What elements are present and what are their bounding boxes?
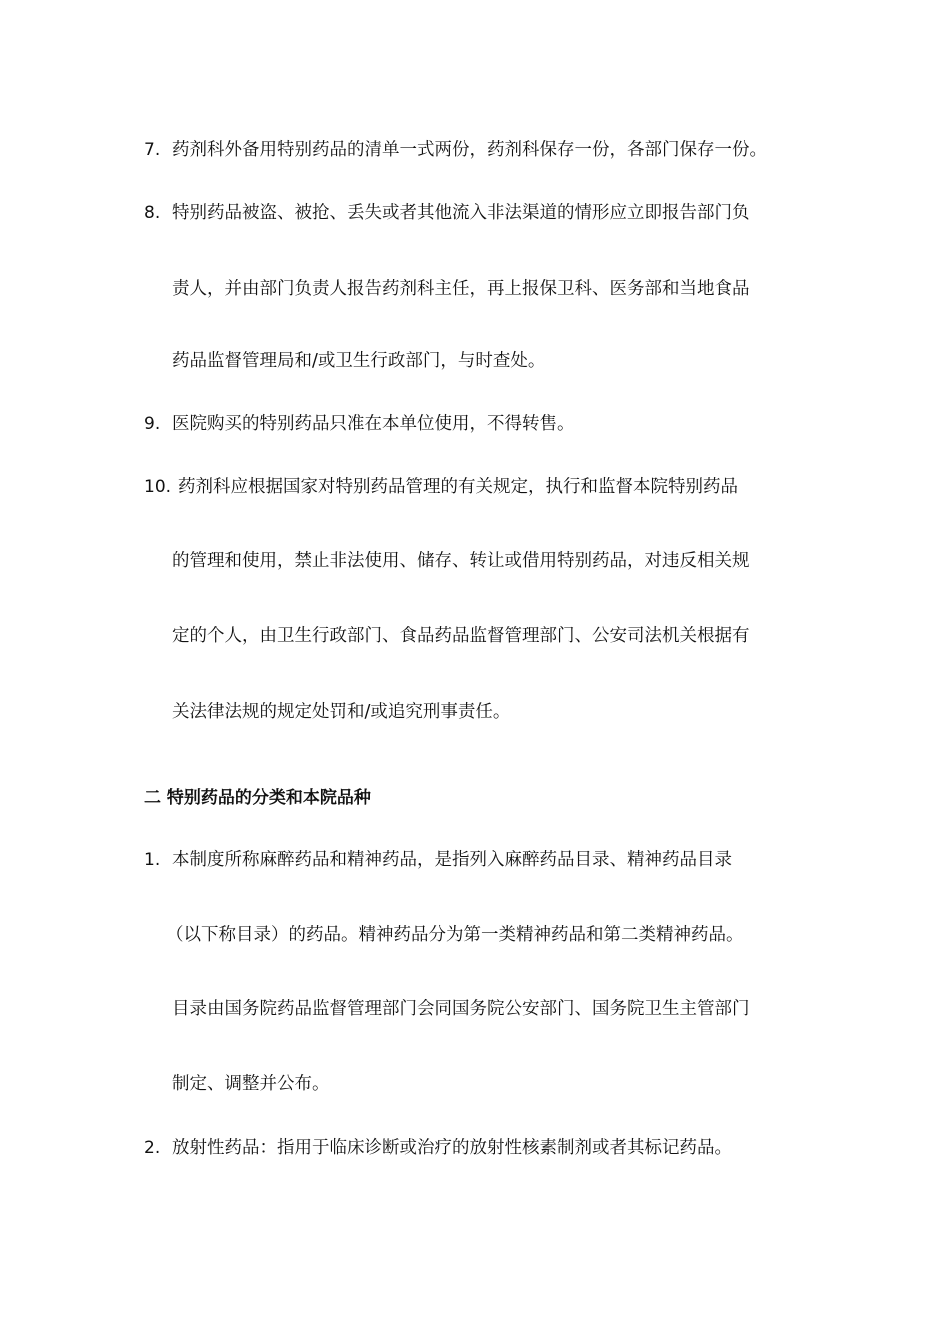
item-text-line: 医院购买的特别药品只准在本单位使用，不得转售。	[172, 414, 575, 434]
section-heading: 二 特别药品的分类和本院品种	[144, 788, 371, 808]
item-text-line: 关法律法规的规定处罚和/或追究刑事责任。	[172, 702, 511, 722]
item-number: 7.	[144, 140, 161, 160]
item-number: 10.	[144, 477, 172, 497]
item-text-line: 责人，并由部门负责人报告药剂科主任，再上报保卫科、医务部和当地食品	[172, 279, 750, 299]
item-number: 9.	[144, 414, 161, 434]
item-text-line: 目录由国务院药品监督管理部门会同国务院公安部门、国务院卫生主管部门	[172, 999, 750, 1019]
item-text-line: 放射性药品：指用于临床诊断或治疗的放射性核素制剂或者其标记药品。	[172, 1138, 732, 1158]
item-text-line: 药品监督管理局和/或卫生行政部门，与时查处。	[172, 351, 546, 371]
item-text-line: 本制度所称麻醉药品和精神药品，是指列入麻醉药品目录、精神药品目录	[172, 850, 732, 870]
item-text-line: 药剂科外备用特别药品的清单一式两份，药剂科保存一份，各部门保存一份。	[172, 140, 767, 160]
item-text-line: （以下称目录）的药品。精神药品分为第一类精神药品和第二类精神药品。	[166, 925, 744, 945]
item-number: 8.	[144, 203, 161, 223]
item-number: 2.	[144, 1138, 161, 1158]
item-text-line: 定的个人，由卫生行政部门、食品药品监督管理部门、公安司法机关根据有	[172, 626, 750, 646]
item-text-line: 的管理和使用，禁止非法使用、储存、转让或借用特别药品，对违反相关规	[172, 551, 750, 571]
item-text-line: 药剂科应根据国家对特别药品管理的有关规定，执行和监督本院特别药品	[178, 477, 738, 497]
item-number: 1.	[144, 850, 161, 870]
item-text-line: 特别药品被盗、被抢、丢失或者其他流入非法渠道的情形应立即报告部门负	[172, 203, 750, 223]
item-text-line: 制定、调整并公布。	[172, 1074, 330, 1094]
